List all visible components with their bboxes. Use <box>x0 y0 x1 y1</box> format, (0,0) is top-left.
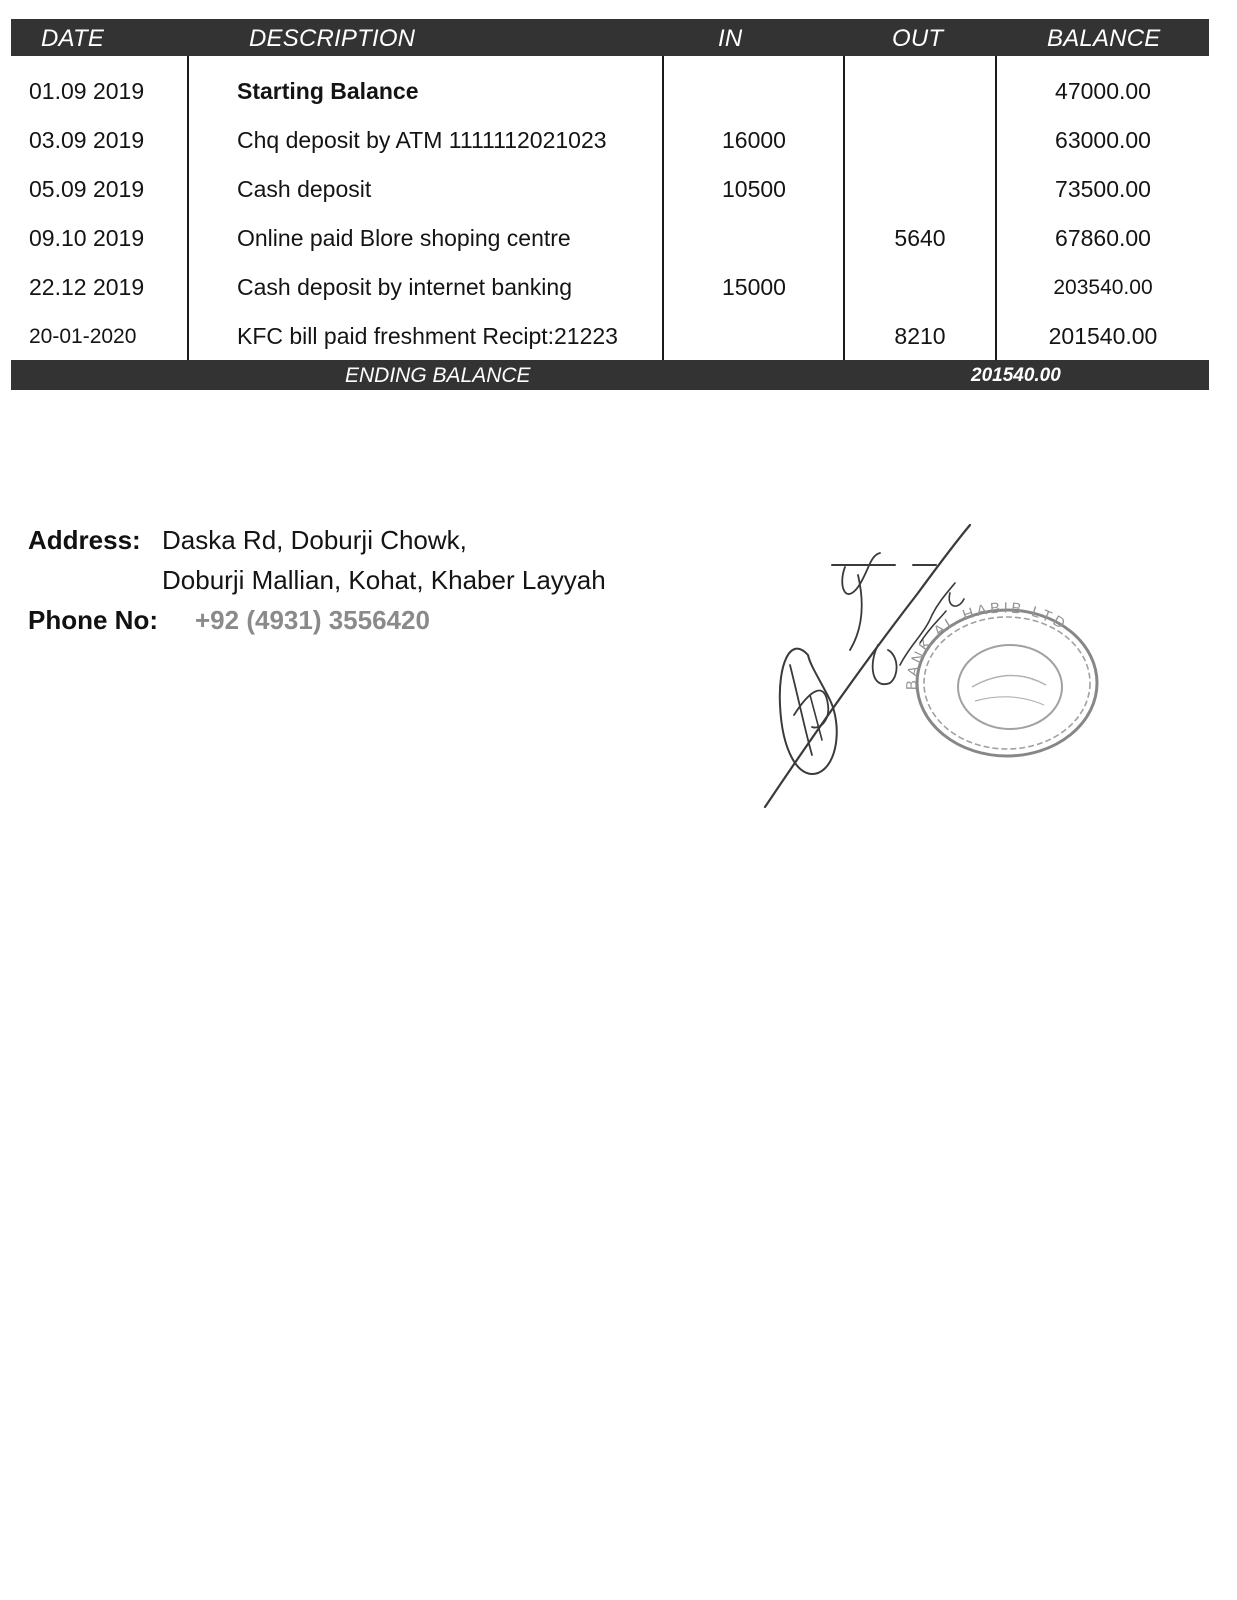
ending-balance-label: ENDING BALANCE <box>345 364 531 387</box>
table-row <box>11 67 1209 116</box>
signature <box>765 525 970 807</box>
ending-balance-bar <box>11 360 1209 390</box>
row-balance: 203540.00 <box>1053 276 1153 299</box>
row-out <box>845 165 995 214</box>
contact-block <box>28 520 728 650</box>
address-line-2: Doburji Mallian, Kohat, Khaber Layyah <box>162 565 606 595</box>
address-label: Address: <box>28 525 141 555</box>
signature-and-stamp <box>750 515 1130 815</box>
row-date: 20-01-2020 <box>29 325 137 348</box>
row-in: 10500 <box>722 176 786 202</box>
row-in <box>664 67 844 116</box>
row-date: 03.09 2019 <box>29 127 145 153</box>
row-balance: 47000.00 <box>1055 78 1151 104</box>
row-description: Online paid Blore shoping centre <box>237 225 571 251</box>
row-description: Cash deposit <box>237 176 372 202</box>
ending-balance-value: 201540.00 <box>971 365 1061 386</box>
row-in: 16000 <box>722 127 786 153</box>
row-in <box>664 312 844 361</box>
row-out <box>845 67 995 116</box>
row-description: Chq deposit by ATM 1111112021023 <box>237 127 607 153</box>
table-row <box>11 165 1209 214</box>
table-row <box>11 263 1209 312</box>
header-date: DATE <box>41 25 105 52</box>
address-line-1: Daska Rd, Doburji Chowk, <box>162 525 467 555</box>
row-out <box>845 116 995 165</box>
row-out <box>845 263 995 312</box>
row-out: 8210 <box>894 323 946 349</box>
table-row <box>11 214 1209 263</box>
row-date: 05.09 2019 <box>29 176 145 202</box>
bank-stamp <box>903 600 1097 756</box>
row-date: 01.09 2019 <box>29 78 145 104</box>
phone-label: Phone No: <box>28 605 158 635</box>
row-in: 15000 <box>722 274 786 300</box>
address-row <box>28 520 467 560</box>
row-balance: 63000.00 <box>1055 127 1151 153</box>
row-balance: 67860.00 <box>1055 225 1151 251</box>
table-row <box>11 312 1209 361</box>
table-header <box>11 19 1209 56</box>
row-description: KFC bill paid freshment Recipt:21223 <box>237 323 618 349</box>
row-out: 5640 <box>894 225 946 251</box>
stamp-text: BANK AL HABIB LTD <box>903 599 1071 691</box>
row-date: 09.10 2019 <box>29 225 145 251</box>
header-out: OUT <box>892 25 944 52</box>
row-in <box>664 214 844 263</box>
table-row <box>11 116 1209 165</box>
header-balance: BALANCE <box>1047 25 1161 52</box>
row-description: Cash deposit by internet banking <box>237 274 572 300</box>
row-date: 22.12 2019 <box>29 274 145 300</box>
row-description: Starting Balance <box>237 78 419 104</box>
header-description: DESCRIPTION <box>249 25 416 52</box>
phone-row <box>28 600 430 640</box>
row-balance: 73500.00 <box>1055 176 1151 202</box>
phone-value: +92 (4931) 3556420 <box>195 605 430 635</box>
row-balance: 201540.00 <box>1048 323 1158 349</box>
statement-table <box>11 19 1209 390</box>
header-in: IN <box>718 25 743 52</box>
